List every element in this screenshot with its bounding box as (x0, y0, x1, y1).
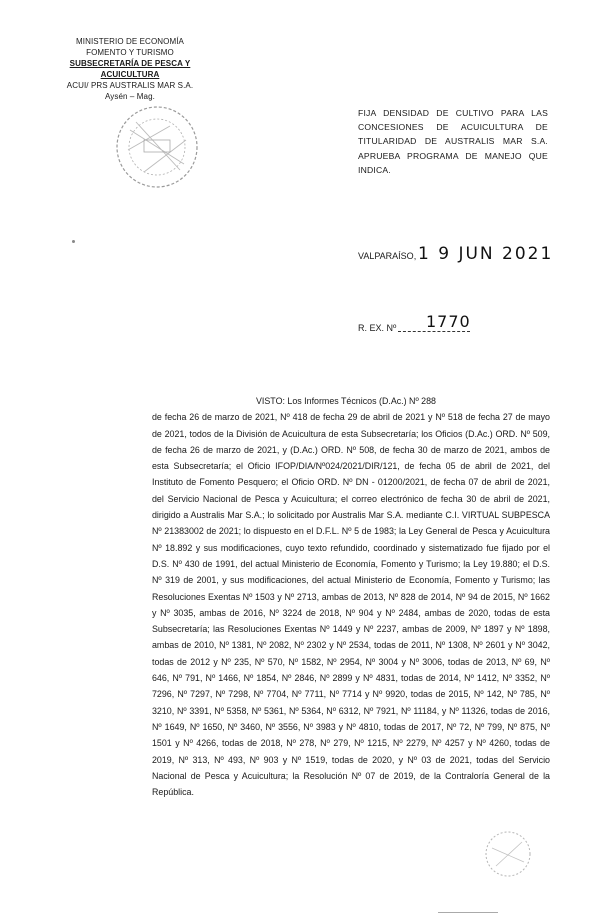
resolution-underline (398, 331, 470, 332)
document-subject: FIJA DENSIDAD DE CULTIVO PARA LAS CONCESIONES DE ACUICULTURA DE TITULARIDAD DE AUSTRALIS MAR S.A. APRUEBA PROGRAMA DE MANEJO QUE INDICA. (358, 108, 548, 175)
resolution-label: R. EX. Nº (358, 323, 397, 333)
dot-mark (72, 240, 75, 243)
date-stamp: 1 9 JUN 2021 (418, 244, 554, 264)
visto-text: de fecha 26 de marzo de 2021, Nº 418 de fecha 29 de abril de 2021 y Nº 518 de fecha 27 de mayo de 2021, todos de la División de Acuicultura de esta Subsecretaría; los Oficios (D.Ac.) ORD. Nº 509, de fecha 26 de marzo de 2021, y (D.Ac.) ORD. Nº 508, de fecha 30 de marzo de 2021, ambos de esta Subsecretaría; el Oficio IFOP/DIA/Nº024/2021/DIR/121, de fecha 05 de abril de 2021, del Instituto de Fomento Pesquero; el Oficio ORD. Nº DN - 01200/2021, de fecha 07 de abril de 2021, del Servicio Nacional de Pesca y Acuicultura; el correo electrónico de fecha 30 de abril de 2021, dirigido a Australis Mar S.A.; lo solicitado por Australis Mar S.A. mediante C.I. VIRTUAL SUBPESCA Nº 21383002 de 2021; lo dispuesto en el D.F.L. Nº 5 de 1983; la Ley General de Pesca y Acuicultura Nº 18.892 y sus modificaciones, cuyo texto refundido, coordinado y sistematizado fue fijado por el D.S. Nº 430 de 1991, del actual Ministerio de Economía, Fomento y Turismo; la Ley 19.880; el D.S. Nº 319 de 2001, y sus modificaciones, del actual Ministerio de Economía, Fomento y Turismo; las Resoluciones Exentas Nº 1503 y Nº 2713, ambas de 2013, Nº 828 de 2014, Nº 94 de 2015, Nº 1662 y Nº 3035, ambas de 2016, Nº 3224 de 2018, Nº 904 y Nº 2484, ambas de 2020, todas de esta Subsecretaría; las Resoluciones Exentas Nº 1449 y Nº 2237, ambas de 2009, Nº 1897 y Nº 1898, ambas de 2010, Nº 1381, Nº 2082, Nº 2302 y Nº 2534, todas de 2011, Nº 1308, Nº 2601 y Nº 3042, todas de 2012 y Nº 235, Nº 570, Nº 1582, Nº 2954, Nº 3004 y Nº 3006, todas de 2013, Nº 69, Nº 646, Nº 791, Nº 1466, Nº 1854, Nº 2846, Nº 2899 y Nº 4831, todas de 2014, Nº 1412, Nº 3352, Nº 7296, Nº 7297, Nº 7298, Nº 7704, Nº 7711, Nº 7714 y Nº 9920, todas de 2015, Nº 142, Nº 785, Nº 3210, Nº 3391, Nº 5358, Nº 5361, Nº 5364, Nº 6312, Nº 7921, Nº 11184, y Nº 11326, todas de 2016, Nº 1649, Nº 1650, Nº 3460, Nº 3556, Nº 3983 y Nº 4810, todas de 2017, Nº 72, Nº 799, Nº 875, Nº 1501 y Nº 4266, todas de 2018, Nº 278, Nº 279, Nº 1215, Nº 2279, Nº 4257 y Nº 4260, todas de 2019, Nº 313, Nº 493, Nº 903 y Nº 1519, todas de 2020, y Nº 03 de 2021, todas del Servicio Nacional de Pesca y Acuicultura; la Resolución Nº 07 de 2019, de la Contraloría General de la República. (152, 412, 550, 798)
place-label: VALPARAÍSO, (358, 251, 417, 261)
letterhead (40, 36, 220, 102)
reference-code: ACUI/ PRS AUSTRALIS MAR S.A. (66, 81, 194, 90)
visto-paragraph (152, 393, 550, 800)
page-stamp-icon (478, 824, 538, 884)
visto-first-line: VISTO: Los Informes Técnicos (D.Ac.) Nº 288 (256, 396, 436, 406)
region-name: Aysén – Mag. (105, 92, 155, 101)
ministry-subtitle: FOMENTO Y TURISMO (86, 48, 174, 57)
footer-rule (438, 912, 498, 913)
subsecretaria-name: SUBSECRETARÍA DE PESCA Y ACUICULTURA (69, 59, 191, 79)
resolution-number: 1770 (426, 312, 471, 331)
official-stamp-icon (110, 100, 204, 194)
ministry-name: MINISTERIO DE ECONOMÍA (76, 37, 184, 46)
